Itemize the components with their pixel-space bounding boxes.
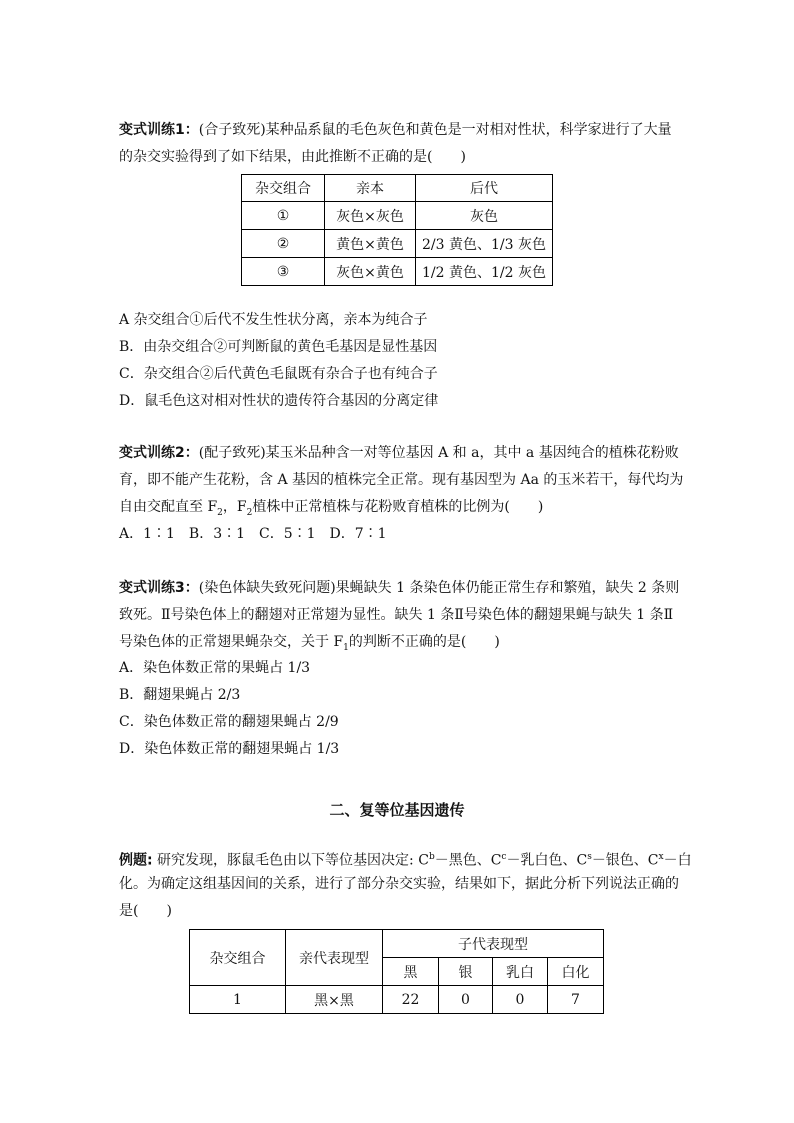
ex1-line2: 的杂交实验得到了如下结果，由此推断不正确的是( )	[119, 149, 466, 165]
table-cell: 0	[439, 986, 493, 1014]
example-th-cross: 杂交组合	[190, 930, 286, 986]
example-heading: 例题:	[119, 852, 153, 869]
ex3-heading: 变式训练3：	[119, 580, 199, 596]
example-sup-1: b	[428, 852, 435, 862]
table-cell: 2/3 黄色、1/3 灰色	[416, 230, 553, 258]
ex2-line3	[119, 497, 543, 523]
section-title: 二、复等位基因遗传	[329, 801, 465, 819]
ex1-option-c: C．杂交组合②后代黄色毛鼠既有杂合子也有纯合子	[119, 366, 438, 382]
ex1-line1	[119, 120, 672, 140]
ex3-text-1: (染色体缺失致死问题)果蝇缺失 1 条染色体仍能正常生存和繁殖，缺失 2 条则	[198, 580, 680, 596]
table-cell: ①	[242, 202, 325, 230]
ex2-heading: 变式训练2：	[119, 445, 199, 461]
ex1-th-1: 亲本	[325, 175, 416, 202]
ex2-sub-1: 2	[217, 507, 223, 518]
table-cell: 灰色×黄色	[325, 258, 416, 286]
table-cell: ③	[242, 258, 325, 286]
ex2-text-1: (配子致死)某玉米品种含一对等位基因 A 和 a，其中 a 基因纯合的植株花粉败	[198, 445, 679, 461]
example-line3: 是( )	[119, 903, 172, 919]
table-cell: 灰色×灰色	[325, 202, 416, 230]
ex2-line2: 育，即不能产生花粉，含 A 基因的植株完全正常。现有基因型为 Aa 的玉米若干，每代均为	[119, 472, 684, 488]
ex3-line1	[119, 578, 679, 598]
ex3-option-d: D．染色体数正常的翻翅果蝇占 1/3	[119, 741, 340, 757]
table-cell: 黄色×黄色	[325, 230, 416, 258]
ex3-text-3b: 的判断不正确的是( )	[348, 634, 500, 650]
example-text-1e: －白	[663, 852, 692, 869]
ex3-option-a: A．染色体数正常的果蝇占 1/3	[119, 660, 311, 676]
example-sup-3: s	[587, 852, 592, 862]
ex3-line3	[119, 632, 500, 658]
table-cell: ②	[242, 230, 325, 258]
ex1-th-0: 杂交组合	[242, 175, 325, 202]
table-cell: 22	[383, 986, 439, 1014]
ex2-text-3a: 自由交配直至 F	[119, 499, 218, 515]
example-text-1b: －黑色、C	[434, 852, 502, 869]
ex1-heading: 变式训练1：	[119, 122, 199, 138]
example-th-black: 黑	[383, 958, 439, 986]
example-line1	[119, 847, 692, 871]
example-table	[189, 929, 604, 1014]
ex2-text-3c: 植株中正常植株与花粉败育植株的比例为( )	[252, 499, 544, 515]
ex3-option-c: C．染色体数正常的翻翅果蝇占 2/9	[119, 714, 339, 730]
ex2-sub-2: 2	[246, 507, 253, 518]
ex1-option-b: B．由杂交组合②可判断鼠的黄色毛基因是显性基因	[119, 339, 438, 355]
ex1-table	[241, 174, 553, 286]
ex2-line1	[119, 443, 679, 463]
ex3-sub: 1	[343, 642, 349, 653]
example-th-offspring: 子代表现型	[383, 930, 604, 958]
table-cell: 1	[190, 986, 286, 1014]
ex2-options: A．1∶1 B．3∶1 C．5∶1 D．7∶1	[119, 526, 387, 542]
example-th-silver: 银	[439, 958, 493, 986]
ex3-line2: 致死。Ⅱ号染色体上的翻翅对正常翅为显性。缺失 1 条Ⅱ号染色体的翻翅果蝇与缺失 1 条Ⅱ	[119, 607, 674, 623]
ex2-text-3b: ，F	[222, 499, 247, 515]
example-sup-2: c	[501, 852, 507, 862]
ex3-text-3a: 号染色体的正常翅果蝇杂交，关于 F	[119, 634, 344, 650]
example-text-1c: －乳白色、C	[506, 852, 588, 869]
table-cell: 1/2 黄色、1/2 灰色	[416, 258, 553, 286]
example-th-parent: 亲代表现型	[286, 930, 383, 986]
example-th-cream: 乳白	[493, 958, 548, 986]
example-text-1a: 研究发现，豚鼠毛色由以下等位基因决定: C	[152, 852, 429, 869]
ex1-text-1: (合子致死)某种品系鼠的毛色灰色和黄色是一对相对性状，科学家进行了大量	[198, 122, 672, 138]
example-line2: 化。为确定这组基因间的关系，进行了部分杂交实验，结果如下，据此分析下列说法正确的	[119, 876, 679, 892]
table-cell: 黑×黑	[286, 986, 383, 1014]
ex1-option-d: D．鼠毛色这对相对性状的遗传符合基因的分离定律	[119, 393, 439, 409]
ex1-th-2: 后代	[416, 175, 553, 202]
ex1-option-a: A 杂交组合①后代不发生性状分离，亲本为纯合子	[119, 312, 428, 328]
example-th-albino: 白化	[548, 958, 604, 986]
example-sup-4: x	[658, 852, 664, 862]
example-text-1d: －银色、C	[591, 852, 659, 869]
ex3-option-b: B．翻翅果蝇占 2/3	[119, 687, 241, 703]
table-cell: 7	[548, 986, 604, 1014]
table-cell: 0	[493, 986, 548, 1014]
table-cell: 灰色	[416, 202, 553, 230]
